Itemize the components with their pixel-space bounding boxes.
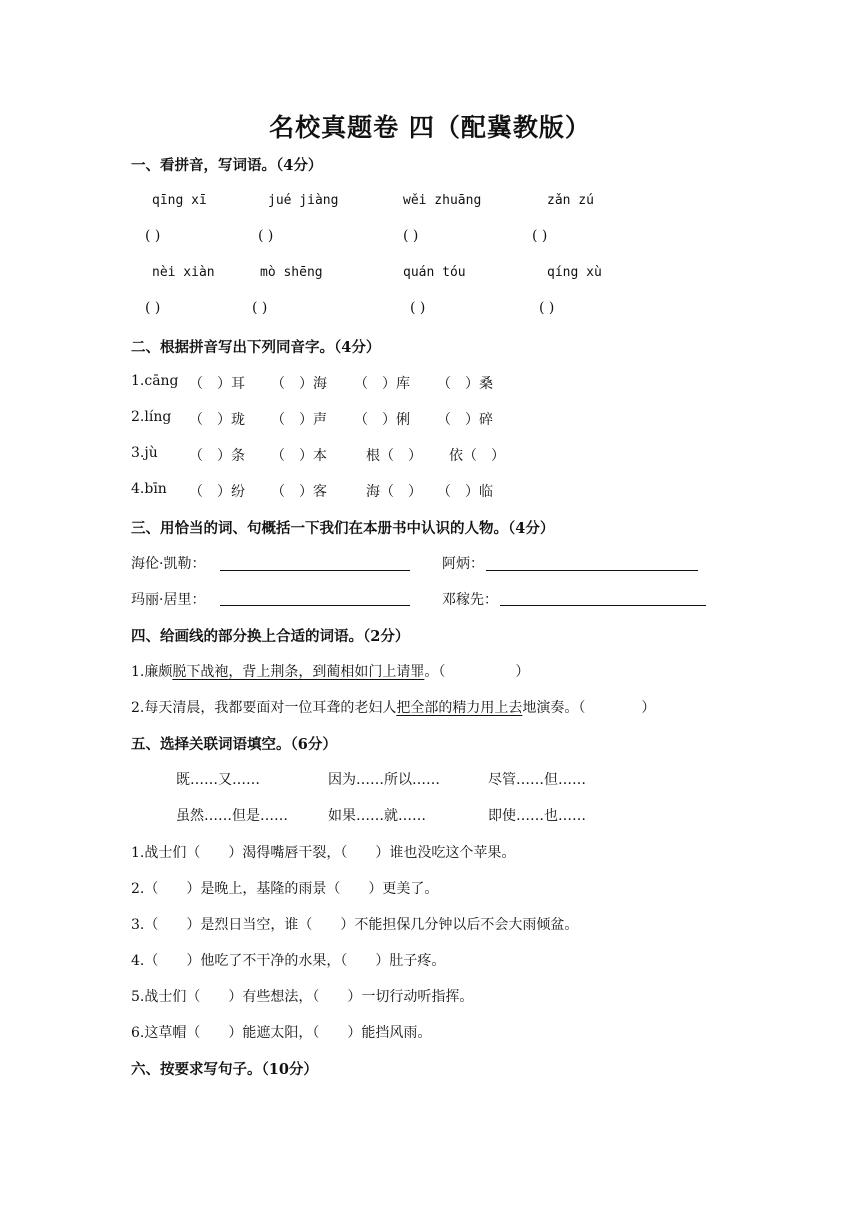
question-5-2[interactable]: 2.（ ）是晚上，基隆的雨景（ ）更美了。 [131,881,439,897]
homophone-item[interactable]: （ ）俐 [354,412,410,428]
answer-blank-6[interactable]: ( ) [252,300,268,316]
q-answer-blank[interactable]: 地演奏。（ ） [522,700,656,716]
homophone-item[interactable]: （ ）库 [354,376,410,392]
answer-blank-3[interactable]: ( ) [403,228,419,244]
answer-blank-4[interactable]: ( ) [532,228,548,244]
section-2-heading: 二、根据拼音写出下列同音字。（4分） [131,339,381,356]
pinyin-2: jué jiàng [268,193,339,208]
homophone-num-2: 2.líng [131,409,172,425]
conjunction-option: 即使……也…… [488,808,586,824]
answer-blank-2[interactable]: ( ) [258,228,274,244]
section-5-heading: 五、选择关联词语填空。（6分） [131,736,337,753]
homophone-item[interactable]: （ ）耳 [189,376,245,392]
pinyin-5: nèi xiàn [152,265,215,280]
underlined-phrase: ，背上荆条，到蔺相如门上请罪 [228,664,425,680]
person-answer-line[interactable] [220,605,410,606]
underlined-phrase: 把全部的精力用上去 [396,700,523,716]
pinyin-7: quán tóu [403,265,466,280]
question-4-2 [131,697,655,717]
pinyin-8: qíng xù [547,265,602,280]
q-text: 1.廉颇 [131,664,173,680]
conjunction-option: 既……又…… [176,772,260,788]
homophone-item[interactable]: （ ）海 [271,376,327,392]
q-text: 2.每天清晨，我都要面对一位耳聋的老妇人 [131,700,397,716]
homophone-item[interactable]: （ ）珑 [189,412,245,428]
conjunction-option: 因为……所以…… [328,772,440,788]
pinyin-1: qīng xī [152,193,207,208]
pinyin-6: mò shēng [260,265,323,280]
homophone-item[interactable]: 海（ ） [366,484,422,500]
question-5-3[interactable]: 3.（ ）是烈日当空，谁（ ）不能担保几分钟以后不会大雨倾盆。 [131,917,579,933]
answer-blank-8[interactable]: ( ) [539,300,555,316]
question-5-6[interactable]: 6.这草帽（ ）能遮太阳，（ ）能挡风雨。 [131,1025,432,1041]
homophone-item[interactable]: 根（ ） [366,448,422,464]
homophone-num-3: 3.jù [131,445,158,461]
question-5-1[interactable]: 1.战士们（ ）渴得嘴唇干裂，（ ）谁也没吃这个苹果。 [131,845,516,861]
underlined-phrase: 脱下战袍 [172,664,229,680]
person-label-deng-jiaxian: 邓稼先： [442,592,498,608]
homophone-item[interactable]: （ ）本 [271,448,327,464]
person-label-marie-curie: 玛丽·居里： [131,592,206,608]
conjunction-option: 虽然……但是…… [176,808,288,824]
person-label-abing: 阿炳： [442,556,484,572]
homophone-item[interactable]: （ ）桑 [437,376,493,392]
homophone-item[interactable]: （ ）声 [271,412,327,428]
section-6-heading: 六、按要求写句子。（10分） [131,1061,318,1078]
person-answer-line[interactable] [500,605,706,606]
homophone-num-4: 4.bīn [131,481,167,497]
homophone-item[interactable]: （ ）碎 [437,412,493,428]
pinyin-3: wěi zhuāng [403,193,482,208]
person-label-helen-keller: 海伦·凯勒： [131,556,206,572]
conjunction-option: 如果……就…… [328,808,426,824]
question-5-5[interactable]: 5.战士们（ ）有些想法，（ ）一切行动听指挥。 [131,989,474,1005]
answer-blank-7[interactable]: ( ) [410,300,426,316]
homophone-item[interactable]: （ ）条 [189,448,245,464]
page-title: 名校真题卷 四（配冀教版） [269,113,591,142]
homophone-item[interactable]: （ ）纷 [189,484,245,500]
homophone-num-1: 1.cāng [131,373,179,389]
homophone-item[interactable]: （ ）客 [271,484,327,500]
person-answer-line[interactable] [486,570,698,571]
question-5-4[interactable]: 4.（ ）他吃了不干净的水果，（ ）肚子疼。 [131,953,446,969]
conjunction-option: 尽管……但…… [488,772,586,788]
question-4-1 [131,661,529,681]
section-4-heading: 四、给画线的部分换上合适的词语。（2分） [131,628,410,645]
pinyin-4: zǎn zú [547,193,594,208]
homophone-item[interactable]: （ ）临 [437,484,493,500]
section-3-heading: 三、用恰当的词、句概括一下我们在本册书中认识的人物。（4分） [131,520,555,537]
answer-blank-1[interactable]: ( ) [145,228,161,244]
section-1-heading: 一、看拼音，写词语。（4分） [131,157,323,174]
answer-blank-5[interactable]: ( ) [145,300,161,316]
q-answer-blank[interactable]: 。（ ） [424,664,530,680]
homophone-item[interactable]: 依（ ） [449,448,505,464]
person-answer-line[interactable] [220,570,410,571]
